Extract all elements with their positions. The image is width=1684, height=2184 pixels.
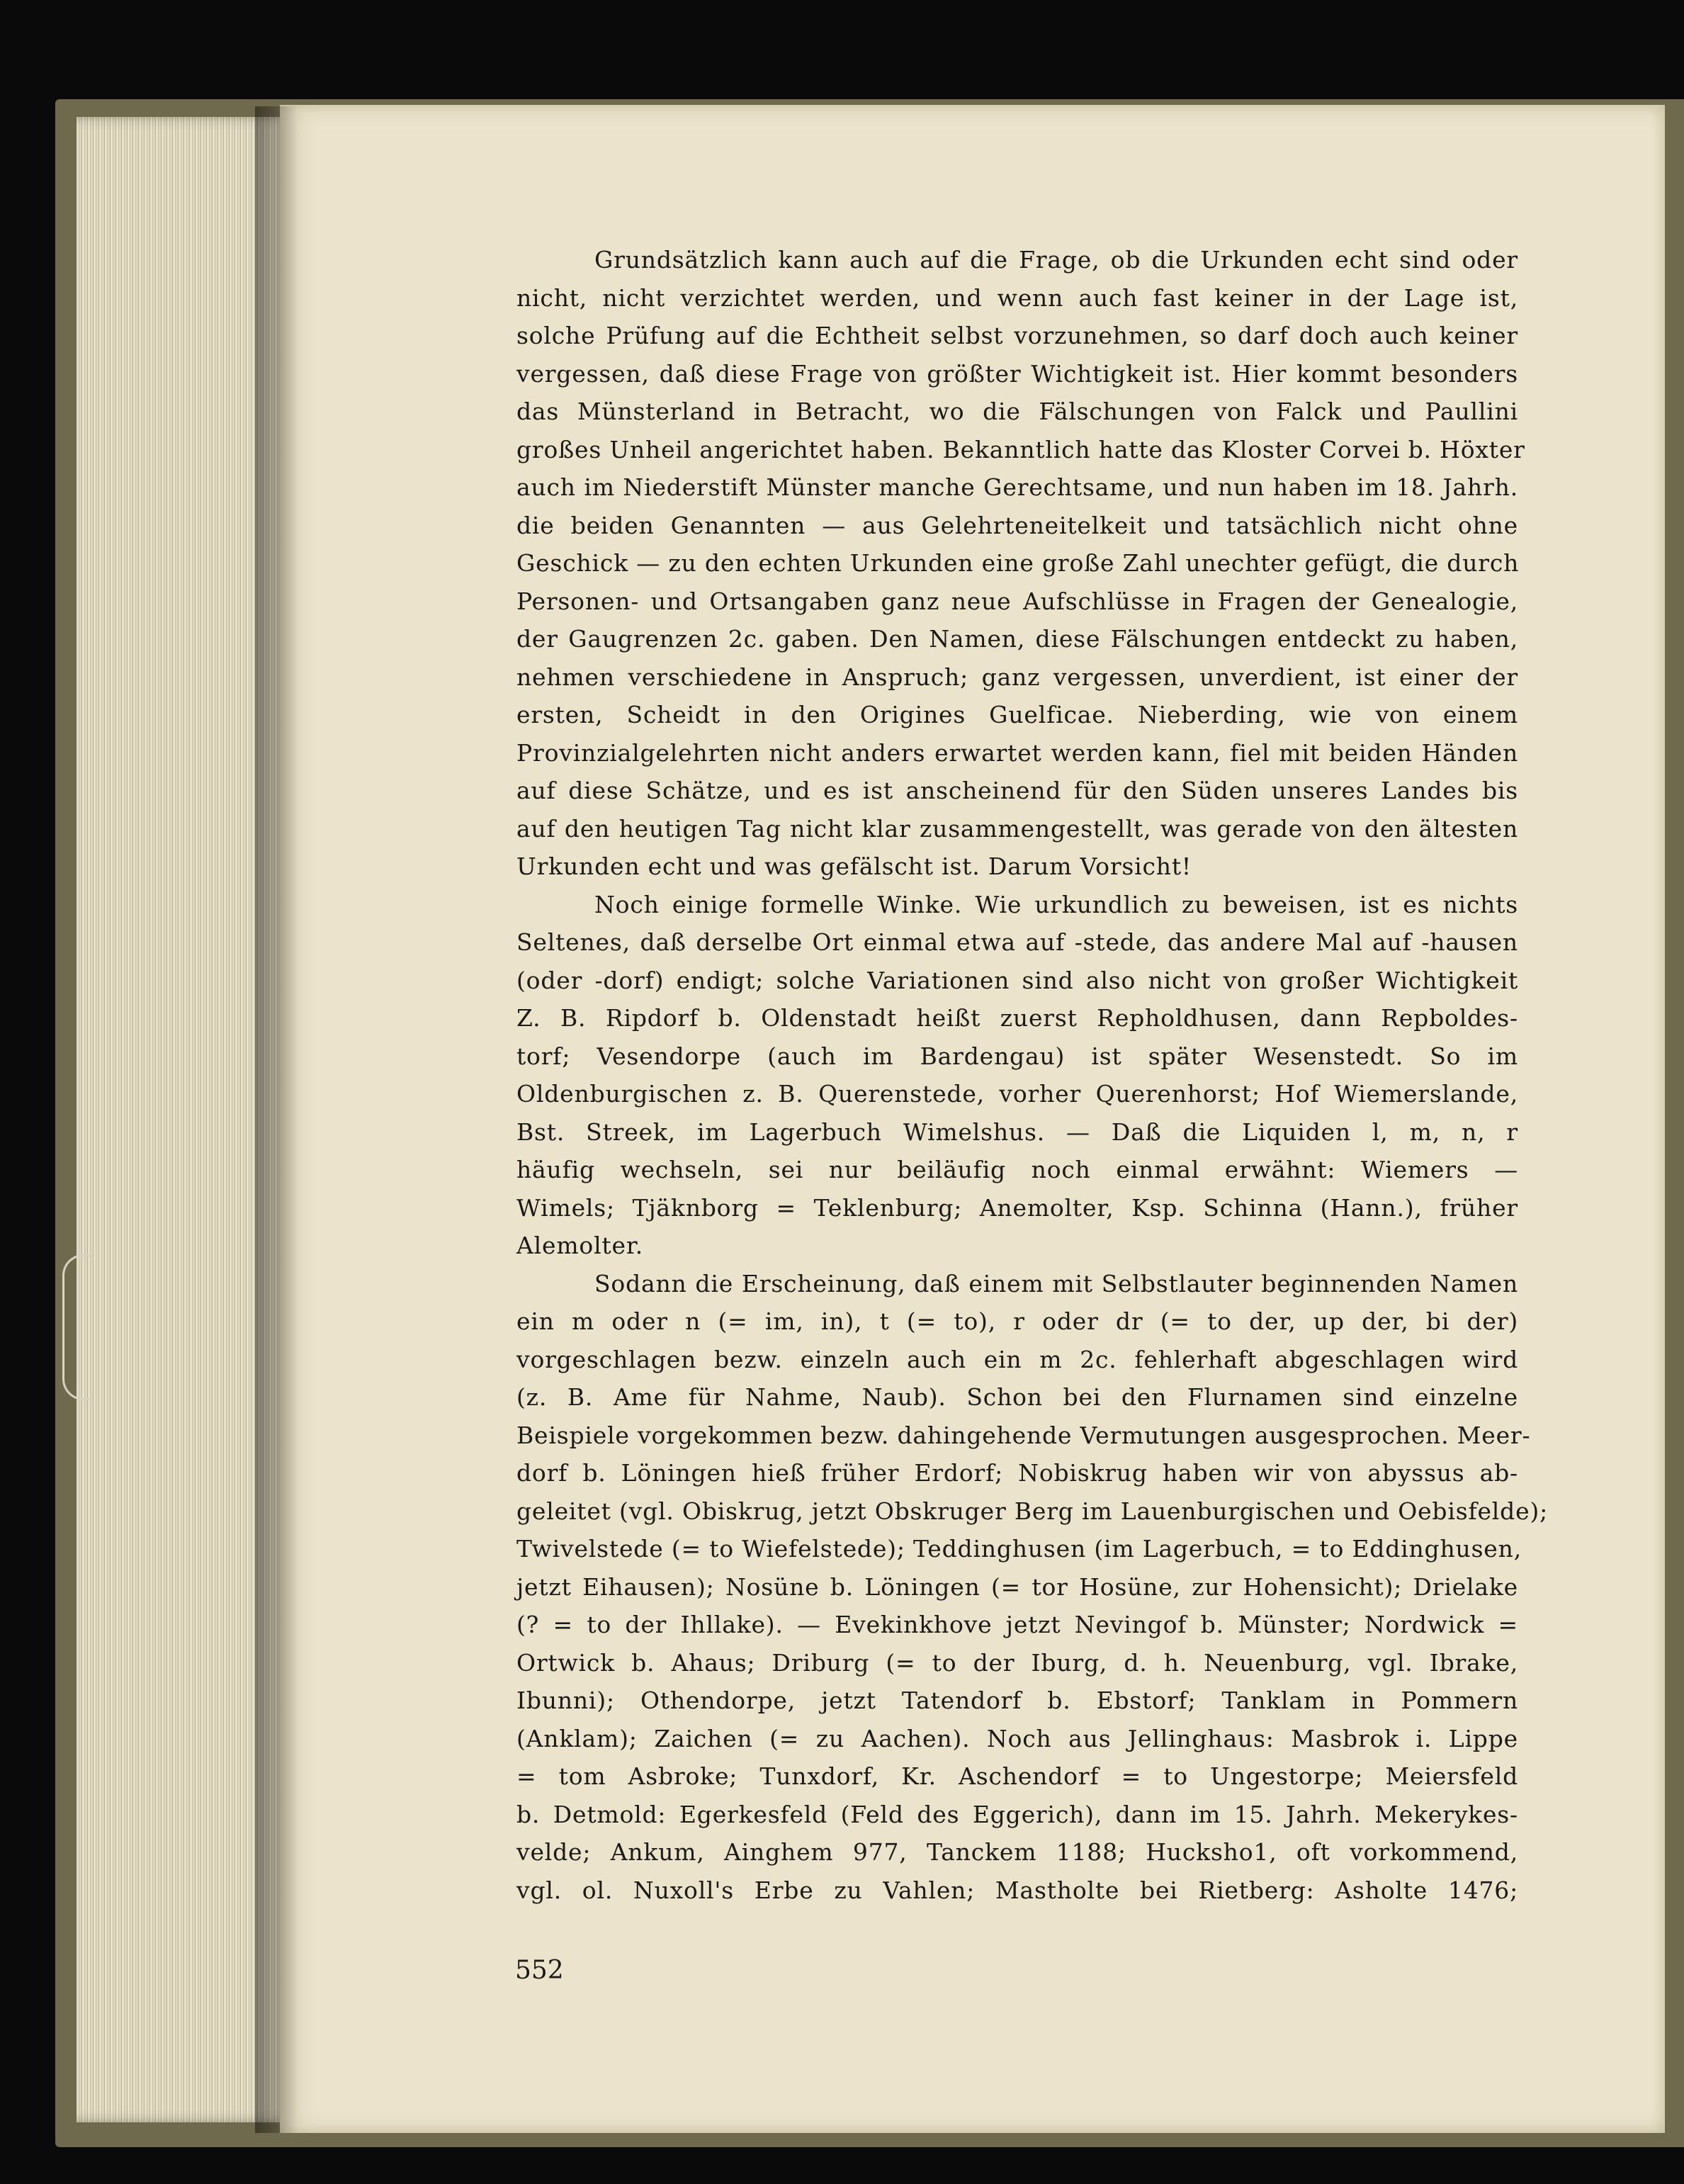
text-line: nicht, nicht verzichtet werden, und wenn auch fast keiner in der Lage ist, bbox=[516, 283, 1518, 312]
text-line: das Münsterland in Betracht, wo die Fälschungen von Falck und Paullini bbox=[516, 398, 1518, 425]
gutter-shadow bbox=[255, 106, 298, 2133]
text-line: nehmen verschiedene in Anspruch; ganz vergessen, unverdient, ist einer der bbox=[516, 663, 1518, 691]
text-line: b. Detmold: Egerkesfeld (Feld des Eggerich), dann im 15. Jahrh. Mekerykes- bbox=[516, 1800, 1518, 1828]
text-line: Oldenburgischen z. B. Querenstede, vorher Querenhorst; Hof Wiemerslande, bbox=[516, 1080, 1518, 1108]
text-line: ein m oder n (= im, in), t (= to), r oder dr (= to der, up der, bi der) bbox=[516, 1307, 1518, 1335]
text-line: (oder -dorf) endigt; solche Variationen sind also nicht von großer Wichtigkeit bbox=[516, 966, 1518, 994]
text-line: solche Prüfung auf die Echtheit selbst vorzunehmen, so darf doch auch keiner bbox=[516, 322, 1518, 349]
text-line: jetzt Eihausen); Nosüne b. Löningen (= tor Hosüne, zur Hohensicht); Drielake bbox=[516, 1572, 1518, 1601]
text-line: = tom Asbroke; Tunxdorf, Kr. Aschendorf = to Ungestorpe; Meiersfeld bbox=[516, 1762, 1518, 1790]
text-line: velde; Ankum, Ainghem 977, Tanckem 1188; Hucksho1, oft vorkommend, bbox=[516, 1838, 1518, 1866]
text-line: ersten, Scheidt in den Origines Guelficae. Nieberding, wie von einem bbox=[516, 701, 1518, 728]
text-line: vorgeschlagen bezw. einzeln auch ein m 2c. fehlerhaft abgeschlagen wird bbox=[516, 1345, 1518, 1373]
page-text bbox=[516, 241, 1548, 1909]
text-line: Geschick — zu den echten Urkunden eine große Zahl unechter gefügt, die durch bbox=[516, 549, 1520, 577]
text-line: Seltenes, daß derselbe Ort einmal etwa auf -stede, das andere Mal auf -hausen bbox=[516, 928, 1518, 956]
text-line: torf; Vesendorpe (auch im Bardengau) ist später Wesenstedt. So im bbox=[516, 1042, 1518, 1070]
binding-thread bbox=[62, 1254, 93, 1400]
text-line: (Anklam); Zaichen (= zu Aachen). Noch aus Jellinghaus: Masbrok i. Lippe bbox=[516, 1724, 1518, 1752]
text-line: Bst. Streek, im Lagerbuch Wimelshus. — Daß die Liquiden l, m, n, r bbox=[516, 1118, 1518, 1146]
text-line: Sodann die Erscheinung, daß einem mit Selbstlauter beginnenden Namen bbox=[594, 1269, 1518, 1298]
text-line: (? = to der Ihllake). — Evekinkhove jetzt Nevingof b. Münster; Nordwick = bbox=[516, 1611, 1518, 1638]
text-line: vergessen, daß diese Frage von größter Wichtigkeit ist. Hier kommt besonders bbox=[516, 359, 1518, 388]
text-line: Twivelstede (= to Wiefelstede); Teddinghusen (im Lagerbuch, = to Eddinghusen, bbox=[516, 1535, 1522, 1563]
text-line: auf den heutigen Tag nicht klar zusammengestellt, was gerade von den ältesten bbox=[516, 814, 1518, 843]
text-line: Noch einige formelle Winke. Wie urkundlich zu beweisen, ist es nichts bbox=[594, 890, 1518, 918]
text-line: die beiden Genannten — aus Gelehrteneitelkeit und tatsächlich nicht ohne bbox=[516, 511, 1518, 539]
page-number: 552 bbox=[515, 1956, 564, 1985]
text-line: geleitet (vgl. Obiskrug, jetzt Obskruger Berg im Lauenburgischen und Oebisfelde); bbox=[516, 1497, 1548, 1525]
text-line: großes Unheil angerichtet haben. Bekanntlich hatte das Kloster Corvei b. Höxter bbox=[516, 435, 1525, 463]
text-line: Urkunden echt und was gefälscht ist. Darum Vorsicht! bbox=[516, 852, 1192, 880]
text-line: häufig wechseln, sei nur beiläufig noch einmal erwähnt: Wiemers — bbox=[516, 1156, 1518, 1183]
text-line: auch im Niederstift Münster manche Gerechtsame, und nun haben im 18. Jahrh. bbox=[516, 473, 1518, 501]
text-line: auf diese Schätze, und es ist anscheinend für den Süden unseres Landes bis bbox=[516, 777, 1518, 804]
text-line: der Gaugrenzen 2c. gaben. Den Namen, diese Fälschungen entdeckt zu haben, bbox=[516, 625, 1518, 653]
text-line: Grundsätzlich kann auch auf die Frage, ob die Urkunden echt sind oder bbox=[594, 246, 1518, 274]
text-line: vgl. ol. Nuxoll's Erbe zu Vahlen; Mastholte bei Rietberg: Asholte 1476; bbox=[516, 1876, 1518, 1904]
text-line: dorf b. Löningen hieß früher Erdorf; Nobiskrug haben wir von abyssus ab- bbox=[516, 1459, 1518, 1487]
text-line: Alemolter. bbox=[516, 1232, 644, 1259]
text-line: (z. B. Ame für Nahme, Naub). Schon bei den Flurnamen sind einzelne bbox=[516, 1383, 1518, 1411]
text-line: Personen- und Ortsangaben ganz neue Aufschlüsse in Fragen der Genealogie, bbox=[516, 587, 1518, 615]
text-line: Provinzialgelehrten nicht anders erwartet werden kann, fiel mit beiden Händen bbox=[516, 738, 1518, 767]
text-line: Z. B. Ripdorf b. Oldenstadt heißt zuerst Repholdhusen, dann Repboldes- bbox=[516, 1004, 1518, 1032]
text-line: Beispiele vorgekommen bezw. dahingehende Vermutungen ausgesprochen. Meer- bbox=[516, 1421, 1531, 1449]
text-line: Ortwick b. Ahaus; Driburg (= to der Iburg, d. h. Neuenburg, vgl. Ibrake, bbox=[516, 1648, 1518, 1677]
text-line: Ibunni); Othendorpe, jetzt Tatendorf b. Ebstorf; Tanklam in Pommern bbox=[516, 1687, 1518, 1714]
text-line: Wimels; Tjäknborg = Teklenburg; Anemolter, Ksp. Schinna (Hann.), früher bbox=[516, 1193, 1518, 1222]
